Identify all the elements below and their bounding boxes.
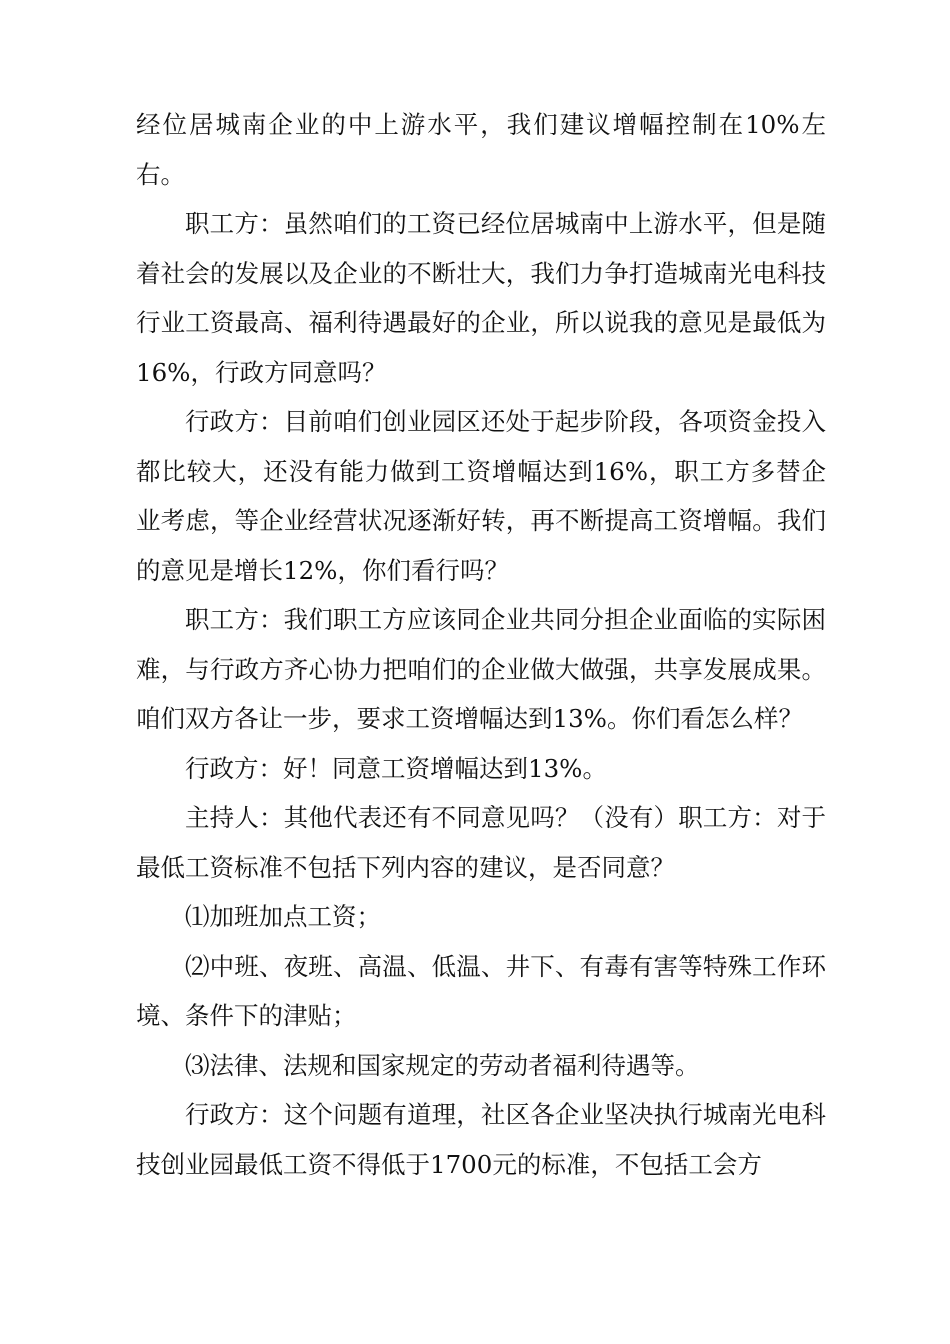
paragraph-admin-12-percent: 行政方：目前咱们创业园区还处于起步阶段，各项资金投入都比较大，还没有能力做到工资增幅达到16%，职工方多替企业考虑，等企业经营状况逐渐好转，再不断提高工资增幅。我们的意见是增长12%，你们看行吗？ xyxy=(136,407,826,585)
paragraph-admin-agree: 行政方：好！同意工资增幅达到13%。 xyxy=(185,753,607,783)
paragraph-worker-16-percent: 职工方：虽然咱们的工资已经位居城南中上游水平，但是随着社会的发展以及企业的不断壮大，我们力争打造城南光电科技行业工资最高、福利待遇最好的企业，所以说我的意见是最低为16%，行政方同意吗？ xyxy=(136,209,826,387)
paragraph-admin-minimum-wage: 行政方：这个问题有道理，社区各企业坚决执行城南光电科技创业园最低工资不得低于1700元的标准，不包括工会方 xyxy=(136,1100,826,1179)
paragraph-continuation: 经位居城南企业的中上游水平，我们建议增幅控制在10%左右。 xyxy=(136,110,826,189)
list-item-overtime: ⑴加班加点工资； xyxy=(185,902,381,931)
list-item-allowance: ⑵中班、夜班、高温、低温、井下、有毒有害等特殊工作环境、条件下的津贴； xyxy=(136,951,826,1030)
document-body xyxy=(136,100,826,1189)
paragraph-worker-13-percent: 职工方：我们职工方应该同企业共同分担企业面临的实际困难，与行政方齐心协力把咱们的企业做大做强，共享发展成果。咱们双方各让一步，要求工资增幅达到13%。你们看怎么样？ xyxy=(136,605,826,733)
list-item-welfare: ⑶法律、法规和国家规定的劳动者福利待遇等。 xyxy=(185,1050,700,1080)
paragraph-host-question: 主持人：其他代表还有不同意见吗？（没有）职工方：对于最低工资标准不包括下列内容的建议，是否同意？ xyxy=(136,803,826,882)
